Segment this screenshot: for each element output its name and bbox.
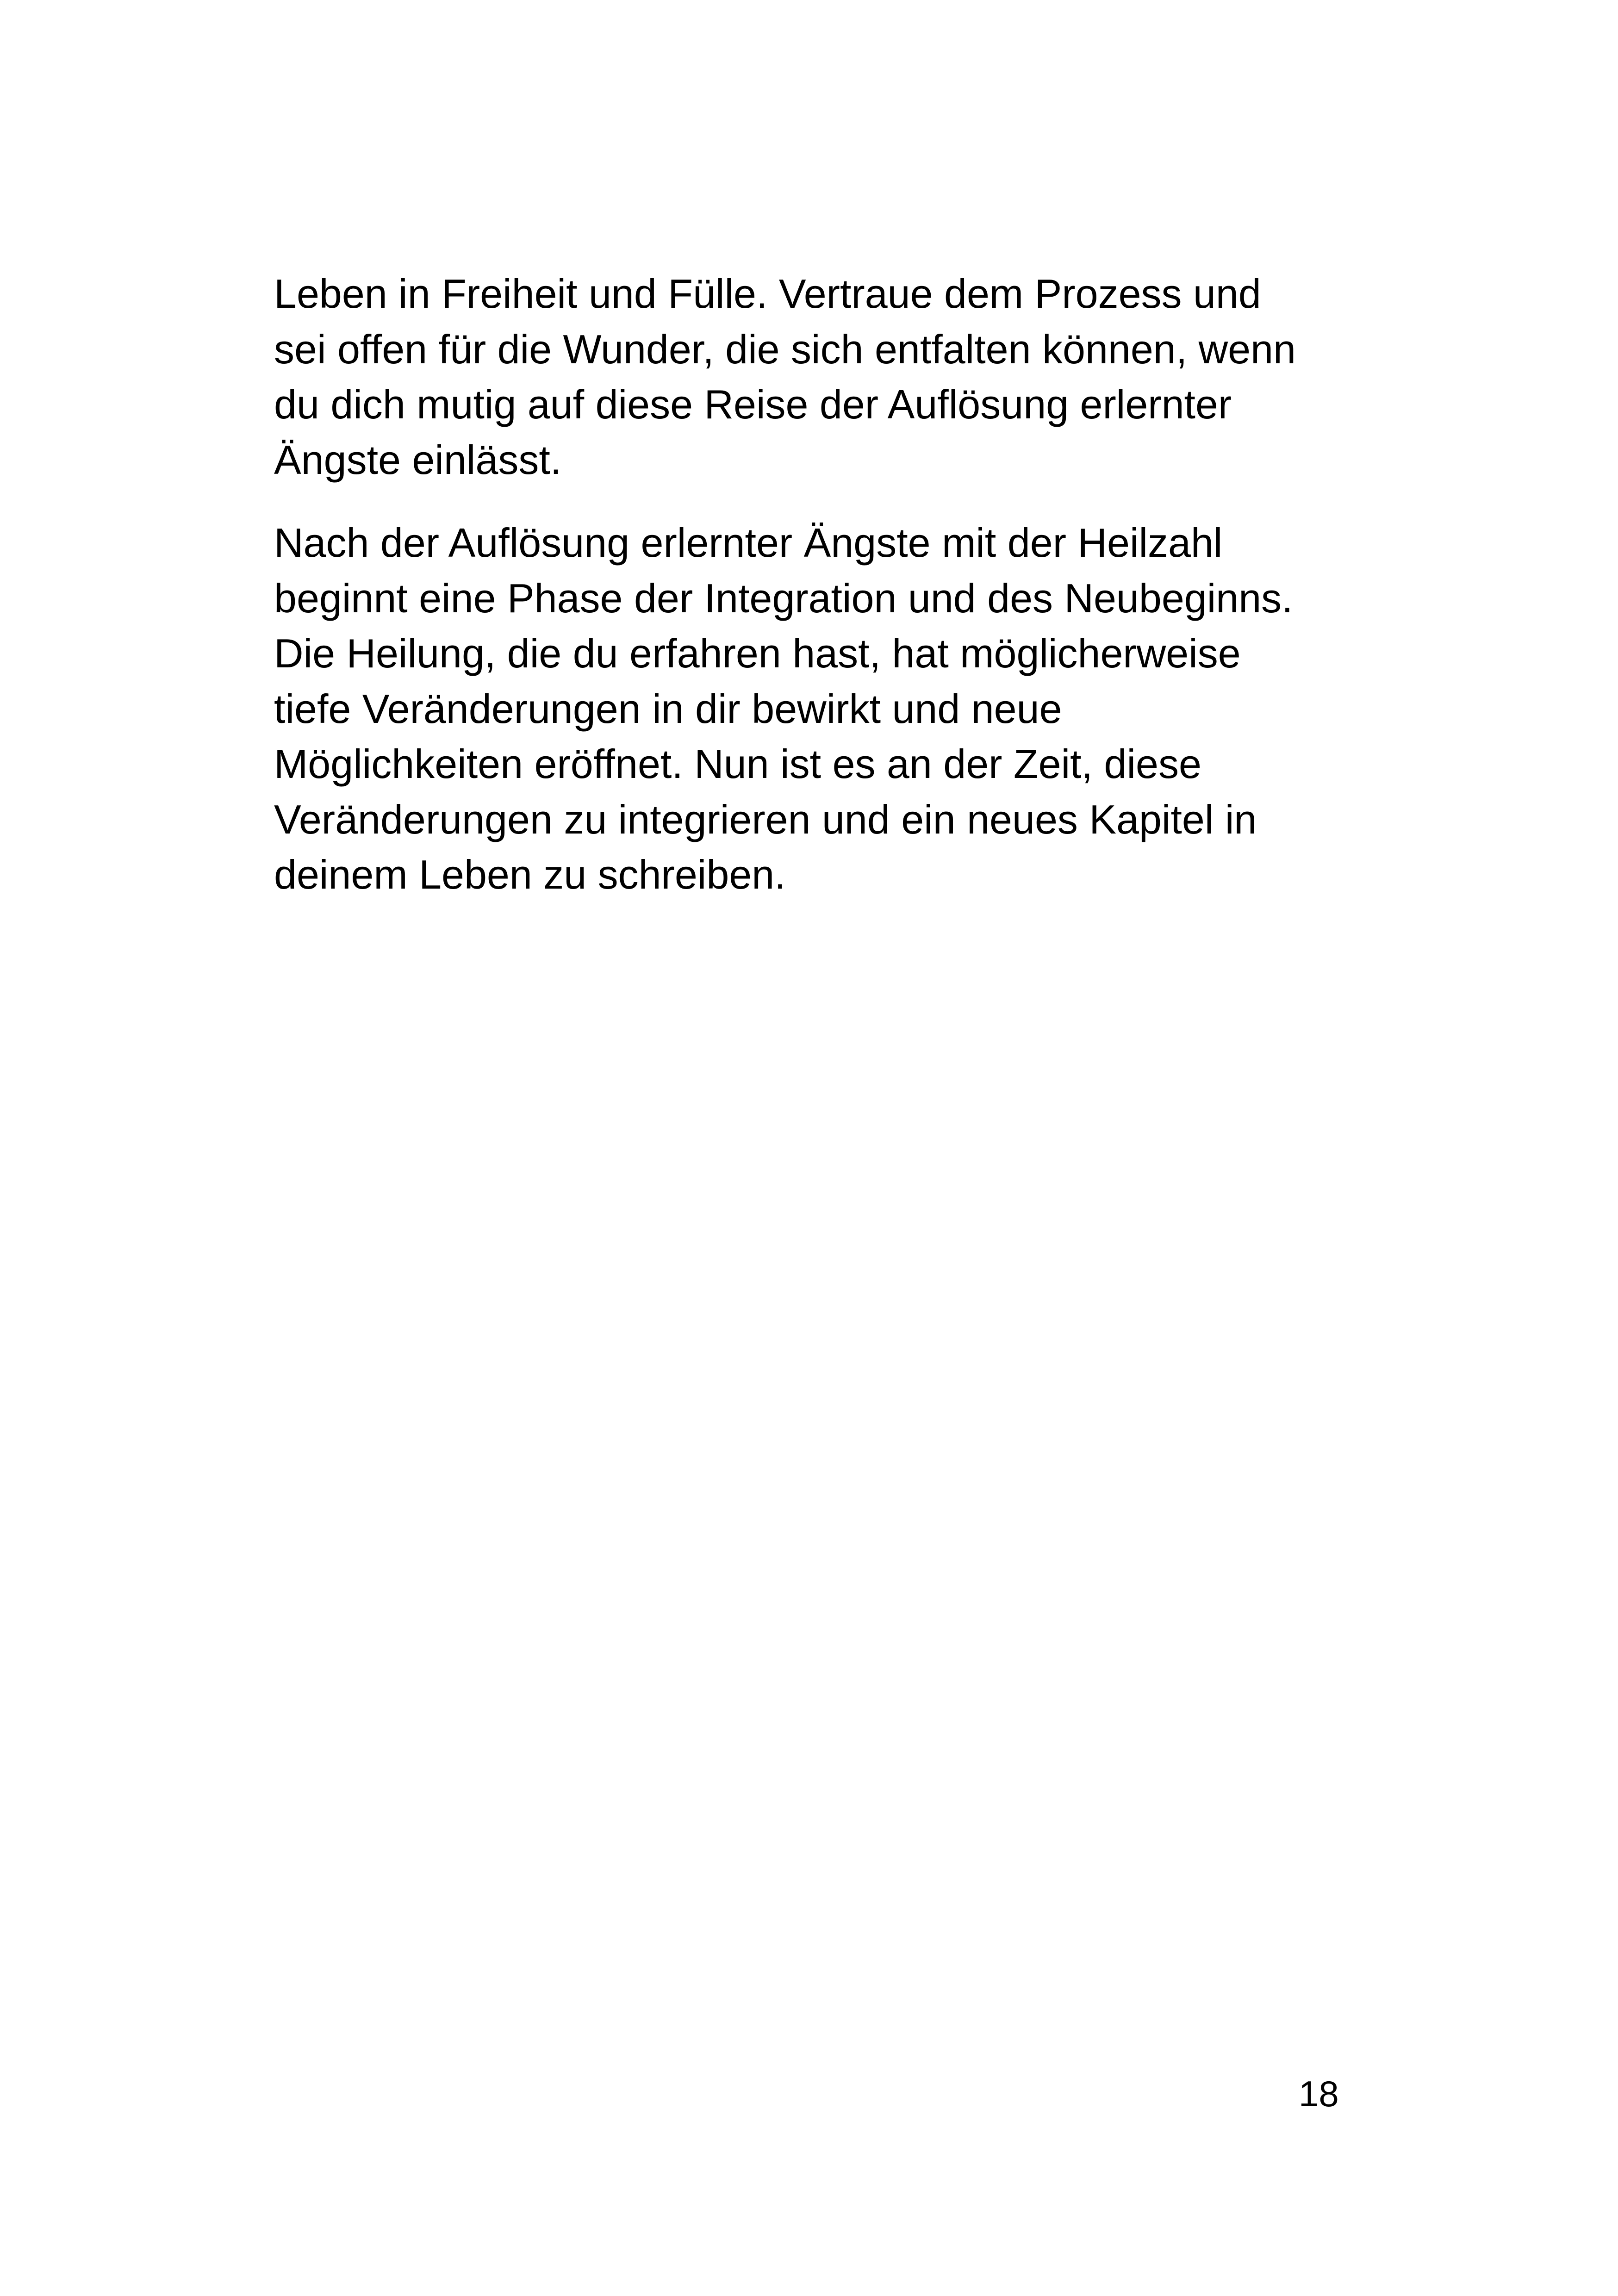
text-line: tiefe Veränderungen in dir bewirkt und neue (274, 685, 1062, 732)
text-line: deinem Leben zu schreiben. (274, 852, 786, 897)
text-line: Leben in Freiheit und Fülle. Vertraue dem Prozess und (274, 271, 1261, 317)
text-line: Möglichkeiten eröffnet. Nun ist es an der Zeit, diese (274, 741, 1201, 787)
paragraph-1 (274, 266, 1348, 487)
page-number: 18 (1299, 2073, 1339, 2114)
body-text (274, 266, 1348, 902)
paragraph-2 (274, 515, 1348, 902)
text-line: Veränderungen zu integrieren und ein neues Kapitel in (274, 796, 1257, 842)
text-line: Nach der Auflösung erlernter Ängste mit der Heilzahl (274, 520, 1223, 566)
text-line: Ängste einlässt. (274, 436, 562, 483)
text-line: sei offen für die Wunder, die sich entfalten können, wenn (274, 326, 1296, 372)
text-line: du dich mutig auf diese Reise der Auflösung erlernter (274, 381, 1232, 427)
text-line: beginnt eine Phase der Integration und des Neubeginns. (274, 575, 1293, 621)
text-line: Die Heilung, die du erfahren hast, hat möglicherweise (274, 630, 1241, 676)
